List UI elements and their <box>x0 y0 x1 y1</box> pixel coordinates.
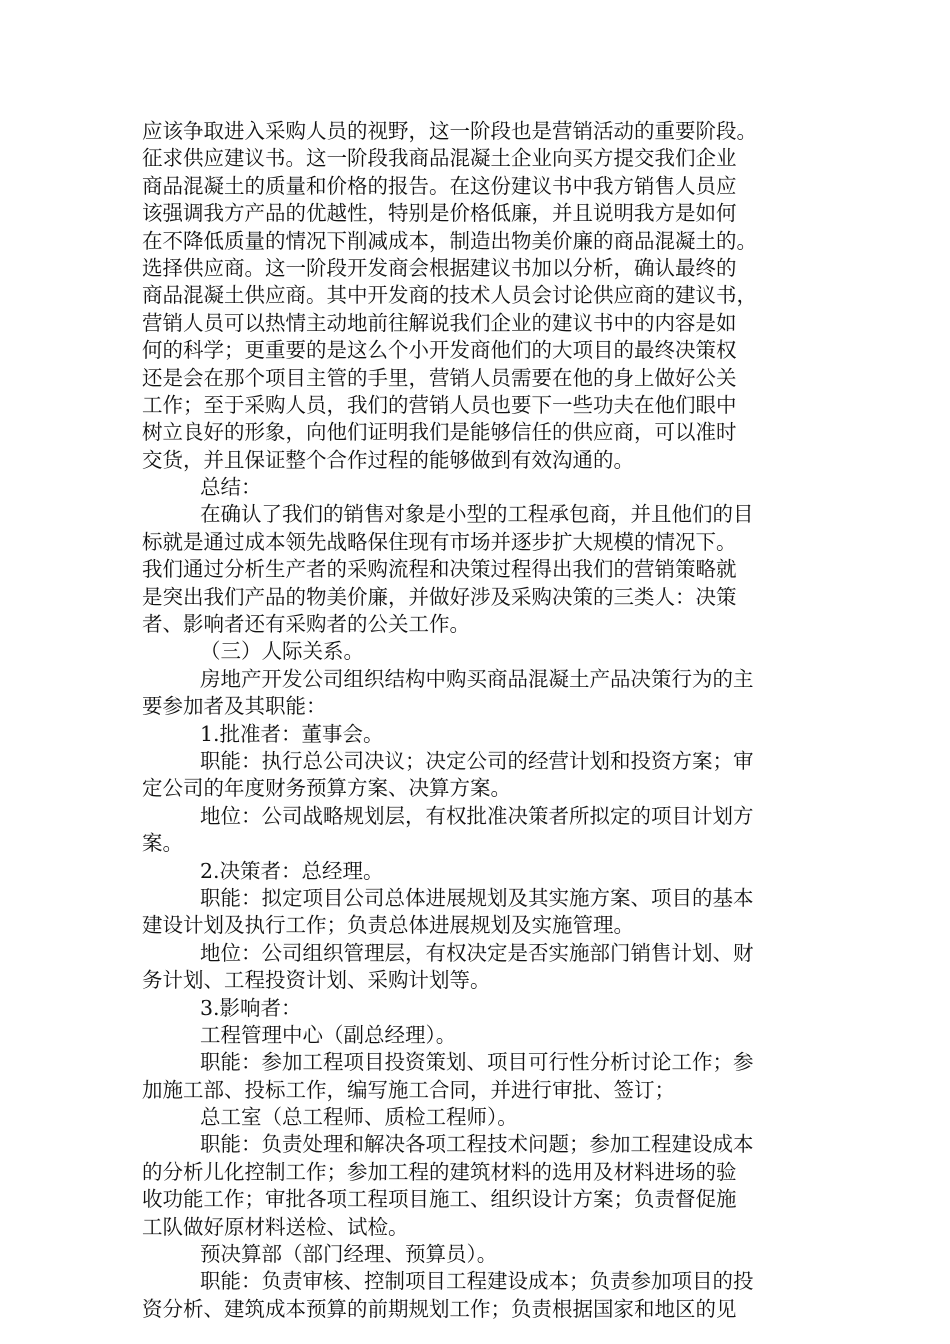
text-line: 者、影响者还有采购者的公关工作。 <box>142 612 470 637</box>
text-line: 商品混凝土供应商。其中开发商的技术人员会讨论供应商的建议书， <box>142 283 757 308</box>
text-line: 在确认了我们的销售对象是小型的工程承包商，并且他们的目 <box>200 502 754 527</box>
text-line: 我们通过分析生产者的采购流程和决策过程得出我们的营销策略就 <box>142 557 737 582</box>
text-line: 建设计划及执行工作；负责总体进展规划及实施管理。 <box>142 913 634 938</box>
text-line: 标就是通过成本领先战略保住现有市场并逐步扩大规模的情况下。 <box>142 529 737 554</box>
text-line: 房地产开发公司组织结构中购买商品混凝土产品决策行为的主 <box>200 666 754 691</box>
text-line: 总工室（总工程师、质检工程师）。 <box>200 1105 518 1130</box>
list-item-heading: 1.批准者：董事会。 <box>200 721 384 746</box>
text-line: 何的科学；更重要的是这么个小开发商他们的大项目的最终决策权 <box>142 338 737 363</box>
list-item-heading: 3.影响者： <box>200 995 302 1020</box>
text-line: 该强调我方产品的优越性，特别是价格低廉，并且说明我方是如何 <box>142 201 737 226</box>
text-line: 交货，并且保证整个合作过程的能够做到有效沟通的。 <box>142 447 634 472</box>
text-line: 征求供应建议书。这一阶段我商品混凝土企业向买方提交我们企业 <box>142 146 737 171</box>
text-line: 工程管理中心（副总经理）。 <box>200 1022 457 1047</box>
text-line: 还是会在那个项目主管的手里，营销人员需要在他的身上做好公关 <box>142 365 737 390</box>
text-line: 应该争取进入采购人员的视野，这一阶段也是营销活动的重要阶段。 <box>142 119 757 143</box>
text-line: 地位：公司组织管理层，有权决定是否实施部门销售计划、财 <box>200 940 754 965</box>
text-line: 要参加者及其职能： <box>142 694 327 719</box>
text-line: 工作；至于采购人员，我们的营销人员也要下一些功夫在他们眼中 <box>142 392 737 417</box>
section-label: 总结： <box>200 475 262 500</box>
text-line: 加施工部、投标工作，编写施工合同，并进行审批、签订； <box>142 1077 675 1102</box>
list-item-heading: 2.决策者：总经理。 <box>200 858 384 883</box>
text-line: 树立良好的形象，向他们证明我们是能够信任的供应商，可以准时 <box>142 420 737 445</box>
section-heading: （三）人际关系。 <box>200 639 364 664</box>
text-line: 在不降低质量的情况下削减成本，制造出物美价廉的商品混凝土的。 <box>142 228 757 253</box>
text-line: 预决算部（部门经理、预算员）。 <box>200 1242 498 1267</box>
text-line: 务计划、工程投资计划、采购计划等。 <box>142 968 491 993</box>
text-line: 案。 <box>142 831 183 856</box>
text-line: 是突出我们产品的物美价廉，并做好涉及采购决策的三类人：决策 <box>142 584 737 609</box>
text-line: 选择供应商。这一阶段开发商会根据建议书加以分析，确认最终的 <box>142 255 737 280</box>
text-line: 的分析儿化控制工作；参加工程的建筑材料的选用及材料进场的验 <box>142 1159 737 1184</box>
text-line: 商品混凝土的质量和价格的报告。在这份建议书中我方销售人员应 <box>142 173 737 198</box>
text-line: 工队做好原材料送检、试检。 <box>142 1214 409 1239</box>
text-line: 职能：负责审核、控制项目工程建设成本；负责参加项目的投 <box>200 1269 754 1294</box>
text-line: 地位：公司战略规划层，有权批准决策者所拟定的项目计划方 <box>200 803 754 828</box>
text-line: 职能：拟定项目公司总体进展规划及其实施方案、项目的基本 <box>200 885 754 910</box>
text-line: 职能：负责处理和解决各项工程技术问题；参加工程建设成本 <box>200 1132 754 1157</box>
text-line: 收功能工作；审批各项工程项目施工、组织设计方案；负责督促施 <box>142 1187 737 1212</box>
document-body <box>142 118 818 1323</box>
text-line: 资分析、建筑成本预算的前期规划工作；负责根据国家和地区的见 <box>142 1296 737 1321</box>
text-line: 营销人员可以热情主动地前往解说我们企业的建议书中的内容是如 <box>142 310 737 335</box>
text-line: 职能：执行总公司决议；决定公司的经营计划和投资方案；审 <box>200 748 754 773</box>
text-line: 定公司的年度财务预算方案、决算方案。 <box>142 776 511 801</box>
text-line: 职能：参加工程项目投资策划、项目可行性分析讨论工作；参 <box>200 1050 754 1075</box>
